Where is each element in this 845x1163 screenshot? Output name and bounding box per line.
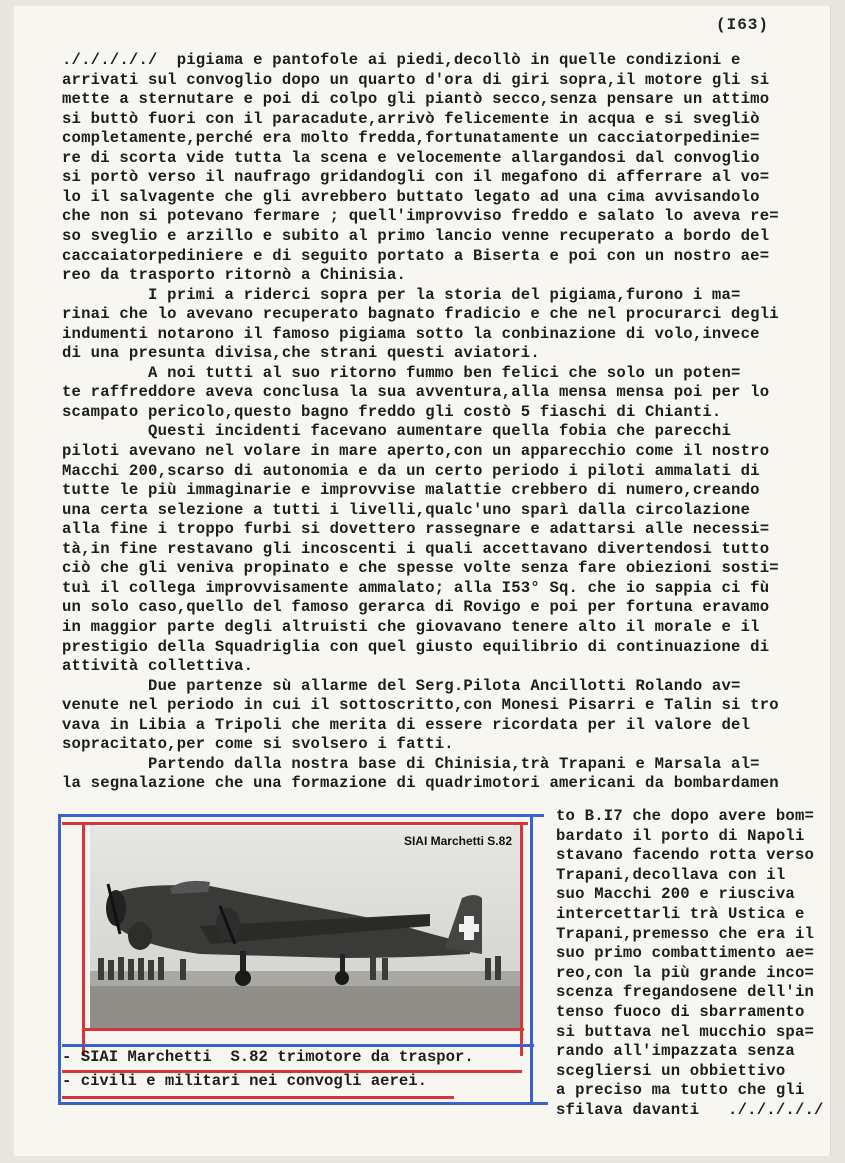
- side-text-line: scenza fregandosene dell'in: [556, 983, 815, 1002]
- text-line: tutte le più immaginarie e improvvise malattie crebbero di numero,creando: [62, 481, 760, 500]
- side-text-line: Trapani,premesso che era il: [556, 924, 815, 943]
- text-line: Due partenze sù allarme del Serg.Pilota Ancillotti Rolando av=: [62, 676, 741, 695]
- text-line: A noi tutti al suo ritorno fummo ben felici che solo un poten=: [62, 363, 741, 382]
- text-line: re di scorta vide tutta la scena e velocemente allargandosi dal convoglio: [62, 148, 760, 167]
- side-text-line: tenso fuoco di sbarramento: [556, 1003, 805, 1021]
- text-line: in maggior parte degli altruisti che giovavano tenere alto il morale e il: [62, 617, 760, 636]
- side-text-line: suo primo combattimento ae=: [556, 944, 815, 963]
- text-line: Partendo dalla nostra base di Chinisia,trà Trapani e Marsala al=: [62, 754, 760, 773]
- side-text-line: rando all'impazzata senza: [556, 1042, 795, 1061]
- text-line: di una presunta divisa,che strani questi aviatori.: [62, 344, 540, 363]
- siai-marchetti-aircraft-image: [90, 826, 520, 1028]
- text-line: venute nel periodo in cui il sottoscritto,con Monesi Pisarri e Talin si tro: [62, 696, 779, 715]
- text-line: una certa selezione a tutti i livelli,qualc'uno sparì dalla circolazione: [62, 500, 751, 519]
- text-line: sopracitato,per come si svolsero i fatti.: [62, 735, 454, 754]
- side-text-line: si buttava nel mucchio spa=: [556, 1022, 815, 1041]
- text-line: Macchi 200,scarso di autonomia e da un certo periodo i piloti ammalati di: [62, 461, 760, 480]
- frame-right-red: [520, 824, 523, 1056]
- side-text-line: intercettarli trà Ustica e: [556, 905, 805, 923]
- text-line: si portò verso il naufrago gridandogli con il megafono di afferrare al vo=: [62, 168, 770, 187]
- text-line: attività collettiva.: [62, 657, 254, 676]
- side-text-line: sfilava davanti ./././././: [556, 1101, 824, 1119]
- side-text-line: stavano facendo rotta verso: [556, 846, 815, 865]
- text-line: Questi incidenti facevano aumentare quella fobia che parecchi: [62, 422, 732, 441]
- frame-top-red: [62, 822, 528, 825]
- text-line: ciò che gli veniva propinato e che spesse volte senza fare obiezioni sosti=: [62, 559, 779, 578]
- text-line: completamente,perché era molto fredda,fortunatamente un cacciatorpedinie=: [62, 129, 760, 148]
- frame-bottom-blue: [58, 1102, 548, 1105]
- text-line: che non si potevano fermare ; quell'improvviso freddo e salato lo aveva re=: [62, 207, 779, 226]
- text-line: indumenti notarono il famoso pigiama sotto la conbinazione di volo,invece: [62, 324, 760, 343]
- text-line: prestigio della Squadriglia con quel giusto equilibrio di continuazione di: [62, 637, 770, 656]
- side-text-line: suo Macchi 200 e riusciva: [556, 885, 795, 904]
- text-line: arrivati sul convoglio dopo un quarto d'ora di giri sopra,il motore gli si: [62, 70, 770, 89]
- text-line: la segnalazione che una formazione di quadrimotori americani da bombardamen: [62, 774, 779, 793]
- caption-line: - civili e militari nei convogli aerei.: [62, 1072, 427, 1090]
- text-line: mette a sternutare e poi di colpo gli piantò secco,senza pensare un attimo: [62, 90, 770, 109]
- text-line: te raffreddore aveva conclusa la sua avventura,alla mensa mensa poi per lo: [62, 383, 770, 402]
- text-line: lo il salvagente che gli avrebbero buttato legato ad una cima avvisandolo: [62, 187, 760, 206]
- side-text-line: reo,con la più grande inco=: [556, 963, 815, 982]
- side-text-line: to B.I7 che dopo avere bom=: [556, 807, 815, 825]
- side-text-line: Trapani,decollava con il: [556, 865, 786, 884]
- aircraft-photo: [90, 826, 520, 1028]
- text-line: vava in Libia a Tripoli che merita di essere ricordata per il valore del: [62, 715, 751, 734]
- frame-right-blue: [530, 814, 533, 1102]
- text-line: reo da trasporto ritornò a Chinisia.: [62, 266, 407, 285]
- side-text-line: a preciso ma tutto che gli: [556, 1081, 805, 1100]
- text-line: tuì il collega improvvisamente ammalato; alla I53° Sq. che io sappia ci fù: [62, 578, 770, 597]
- side-text-line: bardato il porto di Napoli: [556, 826, 805, 845]
- text-line: rinai che lo avevano recuperato bagnato fradicio e che nel procurarci degli: [62, 305, 779, 324]
- page-number: (I63): [716, 16, 770, 34]
- caption-underline-red-2: [62, 1096, 454, 1099]
- text-line: scampato pericolo,questo bagno freddo gli costò 5 fiaschi di Chianti.: [62, 402, 722, 421]
- text-line: I primi a riderci sopra per la storia del pigiama,furono i ma=: [62, 285, 741, 304]
- text-line: piloti avevano nel volare in mare aperto,con un apparecchio come il nostro: [62, 442, 770, 460]
- frame-left-red: [82, 824, 85, 1056]
- text-line: caccaiatorpediniere e di seguito portato a Biserta e poi con un nostro ae=: [62, 246, 770, 265]
- text-line: alla fine i troppo furbi si dovettero rassegnare e adattarsi alle necessi=: [62, 520, 770, 539]
- text-line: so sveglio e arzillo e subito al primo lancio venne recuperato a bordo del: [62, 226, 770, 245]
- frame-top-blue: [58, 814, 544, 817]
- text-line: un solo caso,quello del famoso gerarca di Rovigo e poi per fortuna eravamo: [62, 598, 770, 617]
- frame-mid-blue: [62, 1044, 534, 1047]
- caption-line: - SIAI Marchetti S.82 trimotore da traspor.: [62, 1048, 474, 1066]
- text-line: ./././././ pigiama e pantofole ai piedi,decollò in quelle condizioni e: [62, 51, 741, 69]
- text-line: si buttò fuori con il paracadute,arrivò felicemente in acqua e si svegliò: [62, 109, 760, 128]
- frame-mid-red: [82, 1028, 524, 1031]
- frame-left-blue: [58, 814, 61, 1102]
- text-line: tà,in fine restavano gli incoscenti i quali accettavano divertendosi tutto: [62, 539, 770, 558]
- side-text-line: scegliersi un obbiettivo: [556, 1061, 786, 1080]
- photo-title: SIAI Marchetti S.82: [403, 834, 512, 848]
